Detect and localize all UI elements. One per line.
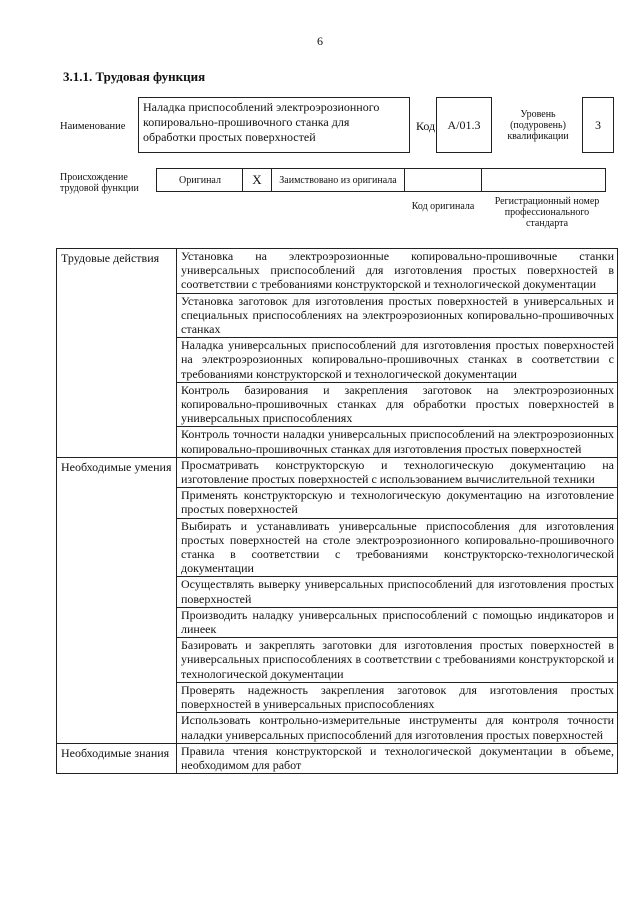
original-label: Оригинал	[179, 174, 221, 186]
category-cell: Необходимые умения	[57, 457, 177, 743]
item-cell: Выбирать и устанавливать универсальные приспособления для изготовления простых поверхностей на столе электроэрозионного копировально-прошивочного станка в соответствии с требованиями конструкторско-технологической документации	[177, 518, 618, 577]
table-row	[57, 743, 618, 773]
original-mark: X	[242, 168, 272, 192]
table-row	[57, 457, 618, 487]
page-number: 6	[317, 34, 323, 48]
item-cell: Установка на электроэрозионные копировально-прошивочные станки универсальных приспособлений для изготовления простых поверхностей в соответствии с требованиями конструкторской и технологической документации	[177, 249, 618, 294]
item-cell: Производить наладку универсальных приспособлений с помощью индикаторов и линеек	[177, 607, 618, 637]
code-label: Код	[416, 119, 436, 133]
original-code-caption: Код оригинала	[411, 200, 475, 212]
item-cell: Проверять надежность закрепления заготовок для изготовления простых поверхностей в универсальных приспособлениях	[177, 682, 618, 712]
item-cell: Наладка универсальных приспособлений для изготовления простых поверхностей на электроэрозионных копировально-прошивочных станках в соответствии с требованиями конструкторской и технологической документации	[177, 338, 618, 383]
item-cell: Контроль базирования и закрепления заготовок на электроэрозионных копировально-прошивочных станках для обработки простых поверхностей в универсальных приспособлениях	[177, 382, 618, 427]
function-name-box: Наладка приспособлений электроэрозионного копировально-прошивочного станка для обработки простых поверхностей	[138, 97, 410, 153]
code-value-box: A/01.3	[436, 97, 492, 153]
item-cell: Контроль точности наладки универсальных приспособлений на электроэрозионных копировально-прошивочных станках для изготовления простых поверхностей	[177, 427, 618, 457]
item-cell: Просматривать конструкторскую и технологическую документацию на изготовление простых поверхностей с использованием вычислительной техники	[177, 457, 618, 487]
category-cell: Необходимые знания	[57, 743, 177, 773]
borrowed-label: Заимствовано из оригинала	[279, 174, 397, 186]
item-cell: Осуществлять выверку универсальных приспособлений для изготовления простых поверхностей	[177, 577, 618, 607]
category-cell: Трудовые действия	[57, 249, 177, 458]
section-title: 3.1.1. Трудовая функция	[63, 69, 206, 84]
table-row	[57, 249, 618, 294]
item-cell: Применять конструкторскую и технологическую документацию на изготовление простых поверхностей	[177, 488, 618, 518]
item-cell: Использовать контрольно-измерительные инструменты для контроля точности наладки универсальных приспособлений для изготовления простых поверхностей	[177, 713, 618, 743]
item-cell: Правила чтения конструкторской и технологической документации в объеме, необходимом для работ	[177, 743, 618, 773]
registration-number-caption: Регистрационный номер профессионального стандарта	[494, 195, 600, 229]
item-cell: Базировать и закреплять заготовки для изготовления простых поверхностей в универсальных приспособлениях в соответствии с требованиями конструкторской и технологической документации	[177, 638, 618, 683]
name-label: Наименование	[60, 121, 126, 132]
level-value-box: 3	[582, 97, 614, 153]
original-code-cell	[404, 168, 482, 192]
level-label: Уровень (подуровень) квалификации	[507, 108, 569, 142]
function-details-table	[56, 248, 618, 774]
item-cell: Установка заготовок для изготовления простых поверхностей в универсальных и специальных приспособлениях на электроэрозионных копировально-прошивочных станках	[177, 293, 618, 338]
origin-label: Происхождение трудовой функции	[60, 172, 139, 194]
